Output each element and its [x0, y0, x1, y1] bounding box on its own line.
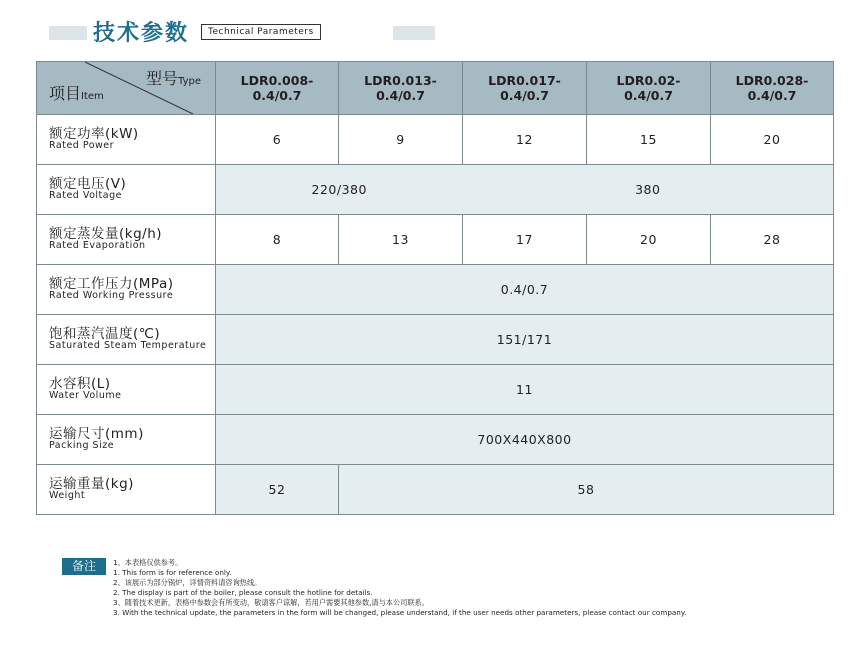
- row-water-volume: [37, 365, 834, 415]
- model-header-5: [711, 62, 834, 115]
- label-en: Saturated Steam Temperature: [49, 339, 207, 351]
- label-en: Rated Working Pressure: [49, 289, 174, 301]
- header-type-label: [146, 71, 201, 89]
- row-label: [37, 265, 216, 315]
- table-cell: 151/171: [216, 315, 834, 365]
- table-cell: 52: [216, 465, 339, 515]
- row-label: [37, 465, 216, 515]
- table-cell: 15: [587, 115, 711, 165]
- row-rated-evaporation: [37, 215, 834, 265]
- row-rated-power: [37, 115, 834, 165]
- label-cn: 饱和蒸汽温度(℃): [49, 325, 161, 342]
- model-header-1: [216, 62, 339, 115]
- model-2-line-2: 0.4/0.7: [376, 88, 425, 103]
- table-cell: 220/380: [216, 165, 463, 215]
- label-cn: 运输尺寸(mm): [49, 425, 144, 442]
- label-en: Water Volume: [49, 389, 122, 401]
- row-label: [37, 365, 216, 415]
- label-en: Rated Evaporation: [49, 239, 146, 251]
- section-title: [49, 18, 389, 44]
- title-chinese: 技术参数: [93, 21, 190, 46]
- model-2-line-1: LDR0.013-: [364, 73, 437, 88]
- table-cell: 700X440X800: [216, 415, 834, 465]
- table-header-row: [37, 62, 834, 115]
- row-saturated-steam-temperature: [37, 315, 834, 365]
- title-decoration-left: [49, 26, 87, 40]
- note-line: 3、随着技术更新，表格中参数会有所变动，敬请客户谅解，若用户需要其他参数,请与本公司联系。: [113, 598, 429, 607]
- item-cn: 项目: [49, 84, 82, 103]
- table-cell: 20: [711, 115, 834, 165]
- row-rated-voltage: [37, 165, 834, 215]
- label-en: Rated Power: [49, 139, 115, 151]
- label-cn: 额定蒸发量(kg/h): [49, 225, 163, 242]
- table-cell: 17: [463, 215, 587, 265]
- row-packing-size: [37, 415, 834, 465]
- model-header-2: [339, 62, 463, 115]
- table-cell: 380: [463, 165, 834, 215]
- parameters-table: [36, 61, 834, 515]
- row-weight: [37, 465, 834, 515]
- notes-lines: [113, 558, 686, 618]
- table-cell: 13: [339, 215, 463, 265]
- model-3-line-1: LDR0.017-: [488, 73, 561, 88]
- table-cell: 9: [339, 115, 463, 165]
- row-label: [37, 165, 216, 215]
- label-en: Packing Size: [49, 439, 115, 451]
- type-cn: 型号: [146, 69, 179, 88]
- row-rated-working-pressure: [37, 265, 834, 315]
- type-en: Type: [178, 76, 201, 87]
- row-label: [37, 115, 216, 165]
- title-decoration-right: [393, 26, 435, 40]
- label-cn: 水容积(L): [49, 375, 111, 392]
- model-3-line-2: 0.4/0.7: [500, 88, 549, 103]
- label-en: Rated Voltage: [49, 189, 122, 201]
- model-5-line-1: LDR0.028-: [735, 73, 809, 88]
- row-label: [37, 215, 216, 265]
- model-header-3: [463, 62, 587, 115]
- note-line: 3. With the technical update, the parameters in the form will be changed, please understand, if the user needs other parameters, please contact our company.: [113, 608, 687, 617]
- label-cn: 运输重量(kg): [49, 475, 134, 492]
- note-line: 1、本表格仅供参考。: [113, 558, 183, 567]
- title-english: Technical Parameters: [201, 24, 321, 40]
- table-cell: 6: [216, 115, 339, 165]
- table-cell: 28: [711, 215, 834, 265]
- note-line: 2. The display is part of the boiler, please consult the hotline for details.: [113, 588, 373, 597]
- table-cell: 58: [339, 465, 834, 515]
- table-cell: 0.4/0.7: [216, 265, 834, 315]
- table-cell: 8: [216, 215, 339, 265]
- row-label: [37, 415, 216, 465]
- row-label: [37, 315, 216, 365]
- model-header-4: [587, 62, 711, 115]
- model-4-line-1: LDR0.02-: [616, 73, 681, 88]
- header-corner-cell: [37, 62, 216, 115]
- item-en: Item: [81, 91, 104, 102]
- model-5-line-2: 0.4/0.7: [747, 88, 797, 103]
- note-line: 1. This form is for reference only.: [113, 568, 232, 577]
- table-cell: 11: [216, 365, 834, 415]
- table-cell: 12: [463, 115, 587, 165]
- notes-tag: 备注: [62, 558, 106, 575]
- note-line: 2、该展示为部分锅炉，详情资料请咨询热线。: [113, 578, 262, 587]
- model-4-line-2: 0.4/0.7: [624, 88, 673, 103]
- label-cn: 额定功率(kW): [49, 125, 139, 142]
- table-cell: 20: [587, 215, 711, 265]
- label-en: Weight: [49, 489, 86, 501]
- header-item-label: [49, 86, 104, 104]
- model-1-line-2: 0.4/0.7: [252, 88, 302, 103]
- label-cn: 额定工作压力(MPa): [49, 275, 174, 292]
- label-cn: 额定电压(V): [49, 175, 127, 192]
- model-1-line-1: LDR0.008-: [240, 73, 314, 88]
